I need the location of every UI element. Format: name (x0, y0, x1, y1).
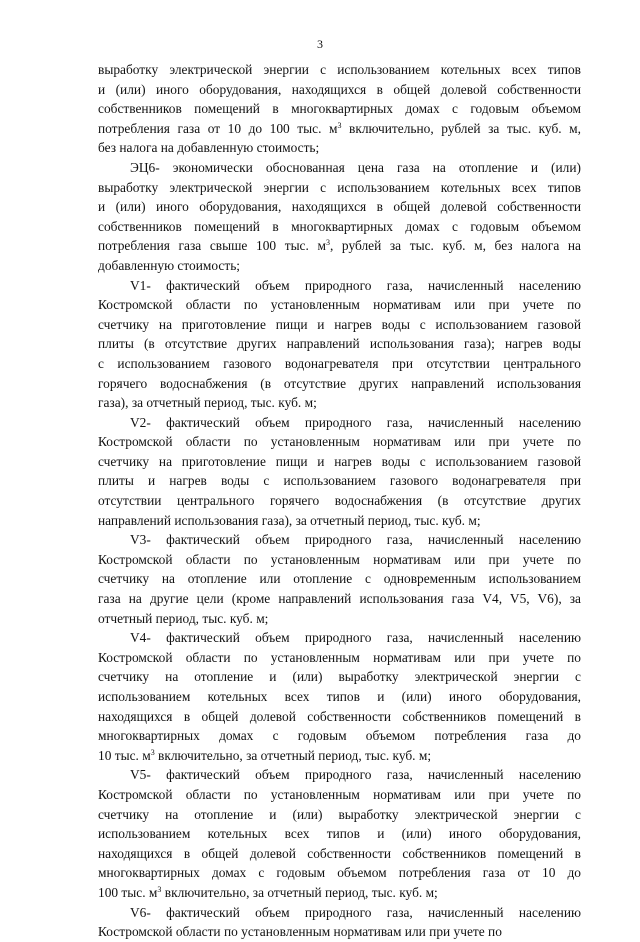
text-line: горячего водоснабжения (в отсутствие других направлений использования (98, 375, 581, 391)
paragraph-p8 (98, 903, 581, 942)
text-line: собственников помещений в многоквартирных домах с годовым объемом (98, 101, 581, 117)
text-line: с использованием газового водонагревателя при отсутствии центрального (98, 355, 581, 371)
text-line: V2- фактический объем природного газа, начисленный населению (130, 414, 581, 430)
text-line: V4- фактический объем природного газа, начисленный населению (130, 630, 581, 646)
text-line: 10 тыс. $м^3$ включительно, за отчетный период, тыс. куб. м; (98, 747, 432, 763)
text-line: многоквартирных домах с годовым объемом потребления газа до (98, 728, 581, 744)
text-line: счетчику на отопление и (или) выработку электрической энергии с (98, 806, 581, 822)
text-line: добавленную стоимость; (98, 257, 241, 273)
text-line: Костромской области по установленным нормативам или при учете по (98, 924, 502, 940)
text-line: газа), за отчетный период, тыс. куб. м; (98, 395, 317, 411)
text-line: потребления газа свыше 100 тыс. $м^3$, рублей за тыс. куб. м, без налога на (98, 238, 581, 254)
text-line: находящихся в общей долевой собственности собственников помещений в (98, 708, 581, 724)
paragraph-p4 (98, 413, 581, 531)
text-line: направлений использования газа), за отчетный период, тыс. куб. м; (98, 512, 481, 528)
text-line: и (или) иного оборудования, находящихся в общей долевой собственности (98, 199, 581, 215)
text-line: Костромской области по установленным нормативам или при учете по (98, 434, 581, 450)
text-line: счетчику на приготовление пищи и нагрев воды с использованием газовой (98, 453, 581, 469)
paragraph-p3 (98, 276, 581, 413)
text-line: без налога на добавленную стоимость; (98, 140, 320, 156)
paragraph-list (98, 60, 581, 942)
text-line: плиты и нагрев воды с использованием газового водонагревателя при (98, 473, 581, 489)
text-line: использованием котельных всех типов и (или) иного оборудования, (98, 689, 581, 704)
text-line: отчетный период, тыс. куб. м; (98, 610, 269, 626)
paragraph-p1 (98, 60, 581, 158)
text-line: выработку электрической энергии с использованием котельных всех типов (98, 62, 581, 77)
text-line: плиты (в отсутствие других направлений использования газа); нагрев воды (98, 336, 581, 352)
text-line: выработку электрической энергии с использованием котельных всех типов (98, 179, 581, 195)
paragraph-p7 (98, 765, 581, 902)
text-line: ЭЦ6- экономически обоснованная цена газа на отопление и (или) (130, 159, 581, 175)
text-line: Костромской области по установленным нормативам или при учете по (98, 297, 581, 313)
text-line: Костромской области по установленным нормативам или при учете по (98, 786, 581, 802)
text-line: 100 тыс. $м^3$ включительно, за отчетный период, тыс. куб. м; (98, 884, 438, 900)
text-line: газа на другие цели (кроме направлений использования газа V4, V5, V6), за (98, 591, 581, 607)
text-line: V1- фактический объем природного газа, начисленный населению (130, 277, 581, 293)
text-line: потребления газа от 10 до 100 тыс. $м^3$ включительно, рублей за тыс. куб. м, (98, 120, 581, 136)
text-line: V5- фактический объем природного газа, начисленный населению (130, 767, 581, 783)
text-line: V6- фактический объем природного газа, начисленный населению (130, 904, 581, 920)
paragraph-p5 (98, 530, 581, 628)
text-line: счетчику на отопление и (или) выработку электрической энергии с (98, 669, 581, 685)
text-line: находящихся в общей долевой собственности собственников помещений в (98, 845, 581, 861)
text-line: Костромской области по установленным нормативам или при учете по (98, 551, 581, 567)
document-body (98, 60, 581, 942)
text-line: и (или) иного оборудования, находящихся в общей долевой собственности (98, 81, 581, 97)
text-line: счетчику на приготовление пищи и нагрев воды с использованием газовой (98, 316, 581, 332)
text-line: V3- фактический объем природного газа, начисленный населению (130, 532, 581, 548)
page-number: 3 (317, 37, 323, 51)
paragraph-p6 (98, 628, 581, 765)
text-line: использованием котельных всех типов и (или) иного оборудования, (98, 826, 581, 842)
paragraph-p2 (98, 158, 581, 276)
text-line: многоквартирных домах с годовым объемом потребления газа от 10 до (98, 865, 581, 881)
text-line: отсутствии центрального горячего водоснабжения (в отсутствие других (98, 493, 581, 509)
text-line: Костромской области по установленным нормативам или при учете по (98, 649, 581, 665)
text-line: собственников помещений в многоквартирных домах с годовым объемом (98, 218, 581, 234)
text-line: счетчику на отопление или отопление с одновременным использованием (98, 571, 581, 587)
